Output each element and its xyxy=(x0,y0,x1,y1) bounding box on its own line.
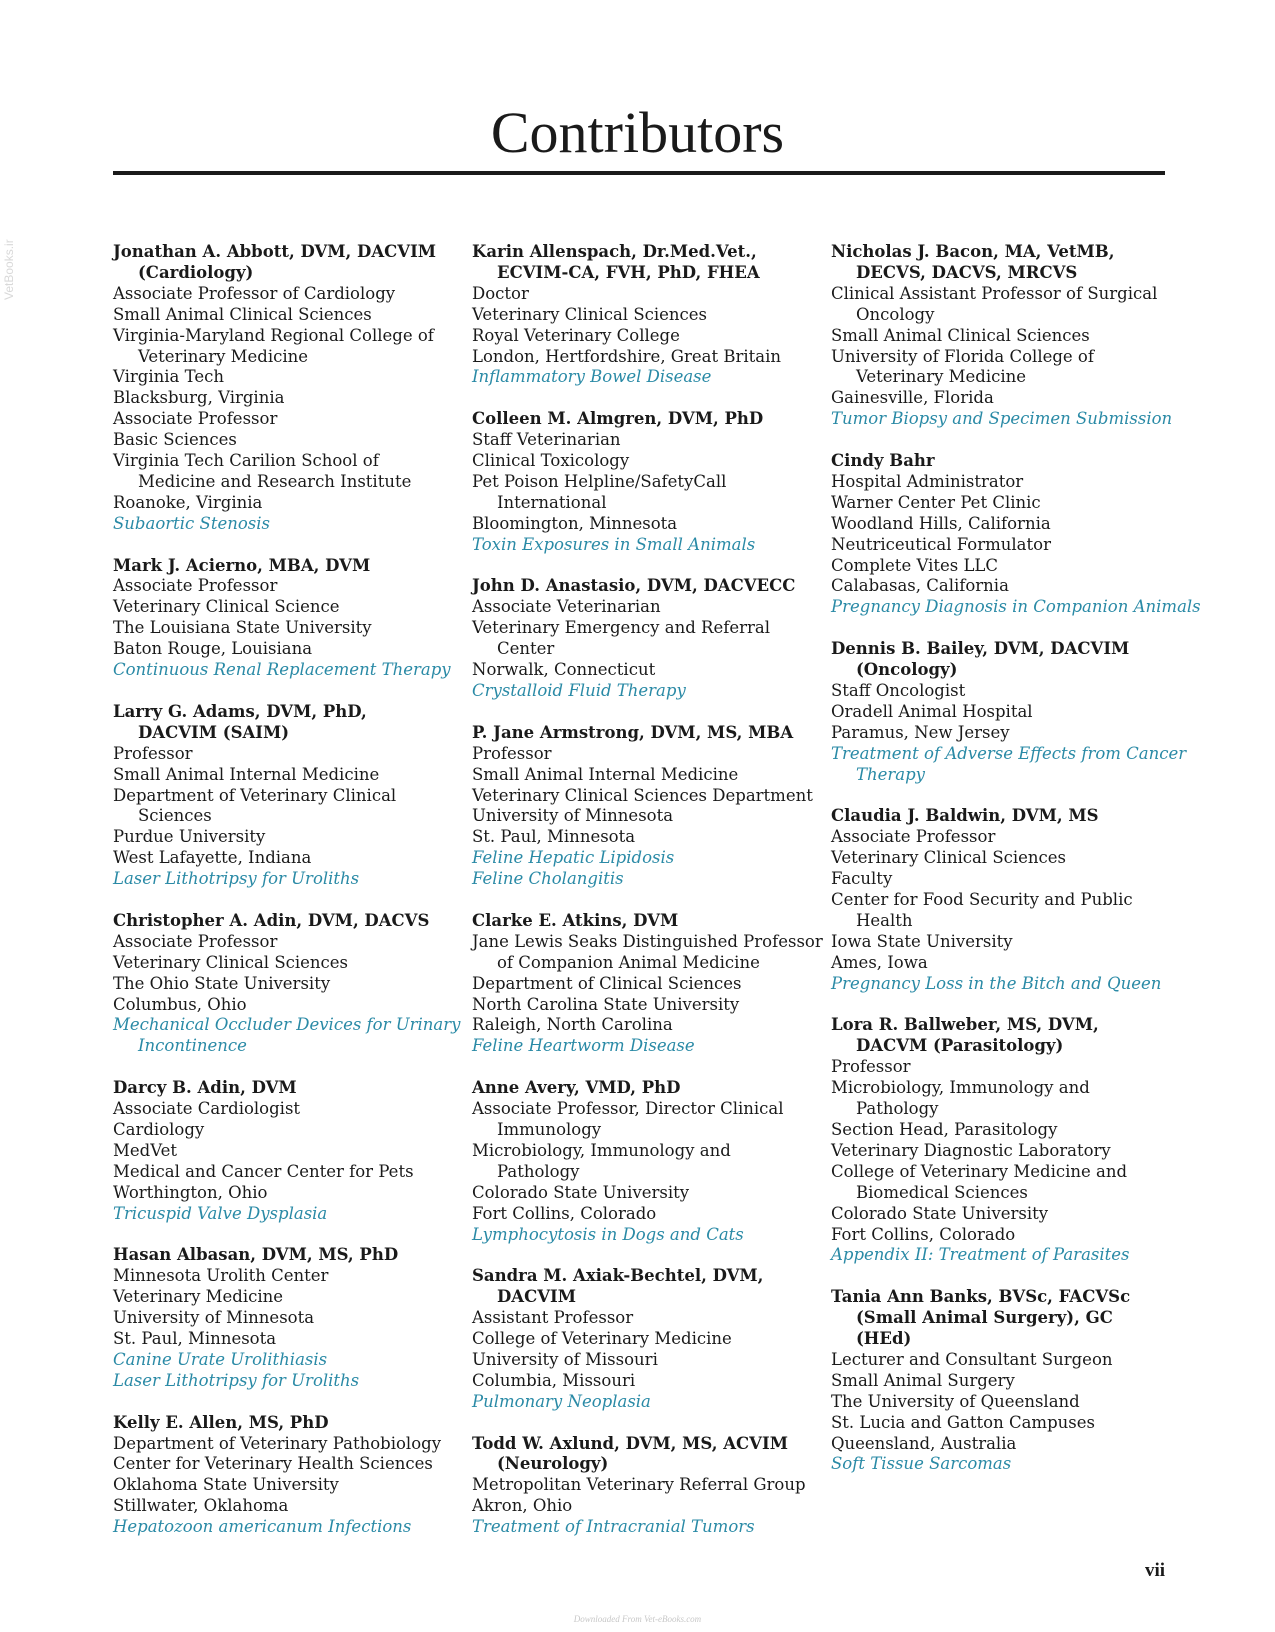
contributor-entry xyxy=(831,451,1201,618)
contributor-name: P. Jane Armstrong, DVM, MS, MBA xyxy=(472,722,794,742)
contributor-entry xyxy=(472,911,822,1057)
contributor-name: DECVS, DACVS, MRCVS xyxy=(856,262,1078,282)
affiliation-line: Professor xyxy=(472,743,552,763)
affiliation-line: Center for Food Security and Public xyxy=(831,890,1133,910)
affiliation-line: St. Paul, Minnesota xyxy=(113,1329,277,1349)
contributor-entry xyxy=(113,911,463,1057)
chapter-topic-link[interactable]: Pulmonary Neoplasia xyxy=(472,1391,651,1411)
affiliation-line: University of Florida College of xyxy=(831,346,1094,366)
contributor-name: Nicholas J. Bacon, MA, VetMB, xyxy=(831,242,1115,261)
contributor-name: DACVM (Parasitology) xyxy=(856,1036,1064,1056)
contributors-column-1 xyxy=(113,242,463,1559)
affiliation-line: Columbia, Missouri xyxy=(472,1370,636,1390)
affiliation-line: Veterinary Clinical Science xyxy=(113,597,340,617)
contributor-name: Claudia J. Baldwin, DVM, MS xyxy=(831,806,1099,826)
affiliation-line: Fort Collins, Colorado xyxy=(831,1224,1016,1244)
contributor-name: DACVIM xyxy=(497,1287,577,1307)
affiliation-line: Center xyxy=(497,639,555,659)
affiliation-line: Calabasas, California xyxy=(831,576,1009,596)
contributor-name: Anne Avery, VMD, PhD xyxy=(472,1078,681,1098)
chapter-topic-link[interactable]: Lymphocytosis in Dogs and Cats xyxy=(472,1224,744,1244)
affiliation-line: Metropolitan Veterinary Referral Group xyxy=(472,1475,806,1495)
affiliation-line: Health xyxy=(856,910,913,930)
affiliation-line: Queensland, Australia xyxy=(831,1433,1017,1453)
affiliation-line: North Carolina State University xyxy=(472,994,740,1014)
affiliation-line: Ames, Iowa xyxy=(831,952,928,972)
contributor-name: Larry G. Adams, DVM, PhD, xyxy=(113,701,367,721)
chapter-topic-link[interactable]: Tricuspid Valve Dysplasia xyxy=(113,1203,328,1223)
affiliation-line: Small Animal Clinical Sciences xyxy=(113,304,372,324)
affiliation-line: Gainesville, Florida xyxy=(831,388,994,408)
affiliation-line: Small Animal Surgery xyxy=(831,1370,1015,1390)
contributor-name: DACVIM (SAIM) xyxy=(138,722,290,742)
page-number: vii xyxy=(1144,1560,1165,1581)
affiliation-line: Professor xyxy=(113,743,193,763)
contributors-column-3 xyxy=(831,242,1201,1496)
affiliation-line: Colorado State University xyxy=(472,1182,690,1202)
affiliation-line: Basic Sciences xyxy=(113,430,237,450)
affiliation-line: Veterinary Emergency and Referral xyxy=(472,618,770,638)
contributor-name: Dennis B. Bailey, DVM, DACVIM xyxy=(831,639,1130,659)
affiliation-line: Center for Veterinary Health Sciences xyxy=(113,1454,433,1474)
affiliation-line: University of Minnesota xyxy=(113,1308,315,1328)
contributor-entry xyxy=(472,723,822,890)
chapter-topic-link[interactable]: Toxin Exposures in Small Animals xyxy=(472,534,756,554)
affiliation-line: College of Veterinary Medicine and xyxy=(831,1161,1128,1181)
chapter-topic-link[interactable]: Soft Tissue Sarcomas xyxy=(831,1454,1012,1474)
affiliation-line: Raleigh, North Carolina xyxy=(472,1015,673,1035)
affiliation-line: Associate Professor of Cardiology xyxy=(113,283,396,303)
contributor-entry xyxy=(831,1287,1181,1475)
affiliation-line: Neutriceutical Formulator xyxy=(831,534,1051,554)
contributor-name: Christopher A. Adin, DVM, DACVS xyxy=(113,910,430,930)
contributor-entry xyxy=(831,1015,1181,1266)
contributor-name: Cindy Bahr xyxy=(831,451,935,471)
affiliation-line: West Lafayette, Indiana xyxy=(113,848,312,868)
contributor-name: Sandra M. Axiak-Bechtel, DVM, xyxy=(472,1266,764,1286)
title-rule xyxy=(113,171,1165,175)
contributor-name: Clarke E. Atkins, DVM xyxy=(472,910,679,930)
affiliation-line: Woodland Hills, California xyxy=(831,513,1051,533)
affiliation-line: Associate Cardiologist xyxy=(113,1099,301,1119)
affiliation-line: of Companion Animal Medicine xyxy=(497,952,760,972)
affiliation-line: Biomedical Sciences xyxy=(856,1182,1028,1202)
contributor-entry xyxy=(831,806,1181,994)
affiliation-line: Medicine and Research Institute xyxy=(138,471,412,491)
affiliation-line: Veterinary Clinical Sciences xyxy=(113,952,349,972)
chapter-topic-link[interactable]: Treatment of Adverse Effects from Cancer xyxy=(831,743,1187,763)
affiliation-line: St. Lucia and Gatton Campuses xyxy=(831,1412,1095,1432)
chapter-topic-link[interactable]: Subaortic Stenosis xyxy=(113,513,271,533)
affiliation-line: Veterinary Clinical Sciences xyxy=(831,848,1067,868)
affiliation-line: Sciences xyxy=(138,806,212,826)
chapter-topic-link[interactable]: Laser Lithotripsy for Uroliths xyxy=(113,869,360,889)
chapter-topic-link[interactable]: Hepatozoon americanum Infections xyxy=(113,1517,412,1537)
chapter-topic-link[interactable]: Feline Cholangitis xyxy=(472,869,624,889)
affiliation-line: Columbus, Ohio xyxy=(113,994,247,1014)
contributor-name: (Oncology) xyxy=(856,660,958,680)
contributor-name: John D. Anastasio, DVM, DACVECC xyxy=(472,576,796,596)
affiliation-line: Oradell Animal Hospital xyxy=(831,701,1033,721)
affiliation-line: Paramus, New Jersey xyxy=(831,722,1010,742)
contributor-entry xyxy=(113,1245,463,1391)
affiliation-line: Staff Oncologist xyxy=(831,681,966,700)
affiliation-line: Section Head, Parasitology xyxy=(831,1120,1058,1139)
affiliation-line: Lecturer and Consultant Surgeon xyxy=(831,1349,1113,1369)
affiliation-line: Bloomington, Minnesota xyxy=(472,513,678,533)
contributor-entry xyxy=(472,409,822,555)
affiliation-line: Staff Veterinarian xyxy=(472,430,621,450)
contributor-name: (Small Animal Surgery), GC xyxy=(856,1308,1113,1328)
contributor-name: Karin Allenspach, Dr.Med.Vet., xyxy=(472,242,757,261)
affiliation-line: Fort Collins, Colorado xyxy=(472,1203,657,1223)
contributor-entry xyxy=(472,576,822,701)
affiliation-line: Purdue University xyxy=(113,827,266,847)
affiliation-line: Jane Lewis Seaks Distinguished Professor xyxy=(472,931,823,951)
chapter-topic-link[interactable]: Pregnancy Diagnosis in Companion Animals xyxy=(831,597,1201,617)
contributor-name: Kelly E. Allen, MS, PhD xyxy=(113,1412,329,1432)
affiliation-line: Faculty xyxy=(831,869,893,889)
affiliation-line: Clinical Assistant Professor of Surgical xyxy=(831,283,1158,303)
affiliation-line: University of Minnesota xyxy=(472,806,674,826)
affiliation-line: Veterinary Diagnostic Laboratory xyxy=(831,1140,1111,1160)
affiliation-line: Associate Professor xyxy=(113,409,278,429)
affiliation-line: Medical and Cancer Center for Pets xyxy=(113,1161,414,1181)
affiliation-line: St. Paul, Minnesota xyxy=(472,827,636,847)
chapter-topic-link[interactable]: Laser Lithotripsy for Uroliths xyxy=(113,1370,360,1390)
chapter-topic-link[interactable]: Mechanical Occluder Devices for Urinary xyxy=(113,1015,461,1035)
affiliation-line: Assistant Professor xyxy=(472,1308,634,1328)
affiliation-line: Veterinary Medicine xyxy=(856,367,1027,387)
affiliation-line: Warner Center Pet Clinic xyxy=(831,492,1041,512)
affiliation-line: Department of Veterinary Clinical xyxy=(113,785,397,805)
affiliation-line: Virginia-Maryland Regional College of xyxy=(113,325,434,345)
affiliation-line: Veterinary Medicine xyxy=(113,1287,284,1307)
contributor-entry xyxy=(472,1434,822,1539)
contributors-column-2 xyxy=(472,242,822,1559)
chapter-topic-link[interactable]: Tumor Biopsy and Specimen Submission xyxy=(831,409,1173,429)
affiliation-line: Stillwater, Oklahoma xyxy=(113,1496,289,1516)
contributor-entry xyxy=(113,242,463,535)
contributor-entry xyxy=(113,702,463,890)
affiliation-line: University of Missouri xyxy=(472,1349,658,1369)
contributor-name: (Cardiology) xyxy=(138,262,254,282)
chapter-topic-link[interactable]: Feline Hepatic Lipidosis xyxy=(472,848,675,868)
affiliation-line: Complete Vites LLC xyxy=(831,555,998,575)
contributor-entry xyxy=(113,1078,463,1224)
chapter-topic-link[interactable]: Therapy xyxy=(856,764,926,784)
affiliation-line: Associate Professor xyxy=(113,931,278,951)
affiliation-line: Oncology xyxy=(856,304,935,324)
chapter-topic-link[interactable]: Canine Urate Urolithiasis xyxy=(113,1349,328,1369)
chapter-topic-link[interactable]: Treatment of Intracranial Tumors xyxy=(472,1517,755,1537)
affiliation-line: Doctor xyxy=(472,283,529,303)
affiliation-line: Roanoke, Virginia xyxy=(113,492,263,512)
affiliation-line: Norwalk, Connecticut xyxy=(472,660,656,680)
affiliation-line: Associate Professor, Director Clinical xyxy=(472,1099,784,1119)
affiliation-line: The Louisiana State University xyxy=(113,618,372,638)
side-watermark: VetBooks.ir xyxy=(2,239,16,300)
contributor-name: Todd W. Axlund, DVM, MS, ACVIM xyxy=(472,1433,788,1453)
chapter-topic-link[interactable]: Continuous Renal Replacement Therapy xyxy=(113,660,451,680)
affiliation-line: Royal Veterinary College xyxy=(472,325,680,345)
chapter-topic-link[interactable]: Incontinence xyxy=(138,1036,247,1056)
affiliation-line: Veterinary Clinical Sciences xyxy=(472,304,708,324)
affiliation-line: Small Animal Clinical Sciences xyxy=(831,325,1090,345)
affiliation-line: London, Hertfordshire, Great Britain xyxy=(472,346,782,366)
chapter-topic-link[interactable]: Inflammatory Bowel Disease xyxy=(472,367,712,387)
affiliation-line: International xyxy=(497,492,607,512)
affiliation-line: The Ohio State University xyxy=(113,973,331,993)
contributor-name: Tania Ann Banks, BVSc, FACVSc xyxy=(831,1287,1131,1307)
chapter-topic-link[interactable]: Feline Heartworm Disease xyxy=(472,1036,695,1056)
affiliation-line: Akron, Ohio xyxy=(472,1496,573,1516)
affiliation-line: Pathology xyxy=(856,1099,939,1119)
affiliation-line: College of Veterinary Medicine xyxy=(472,1329,732,1349)
affiliation-line: Virginia Tech Carilion School of xyxy=(113,451,379,471)
contributor-name: Colleen M. Almgren, DVM, PhD xyxy=(472,409,764,429)
affiliation-line: Baton Rouge, Louisiana xyxy=(113,639,313,659)
affiliation-line: Minnesota Urolith Center xyxy=(113,1266,329,1286)
contributor-name: (Neurology) xyxy=(497,1454,609,1474)
affiliation-line: Pet Poison Helpline/SafetyCall xyxy=(472,471,727,491)
affiliation-line: Iowa State University xyxy=(831,931,1013,951)
contributor-entry xyxy=(831,242,1181,430)
affiliation-line: Cardiology xyxy=(113,1120,205,1139)
affiliation-line: Immunology xyxy=(497,1119,602,1139)
contributor-entry xyxy=(472,1266,822,1412)
affiliation-line: Department of Clinical Sciences xyxy=(472,973,742,993)
affiliation-line: Oklahoma State University xyxy=(113,1475,339,1495)
footer-watermark: Downloaded From Vet-eBooks.com xyxy=(573,1614,702,1624)
affiliation-line: Hospital Administrator xyxy=(831,471,1024,491)
contributor-entry xyxy=(472,1078,822,1245)
affiliation-line: Professor xyxy=(831,1057,911,1077)
affiliation-line: Colorado State University xyxy=(831,1203,1049,1223)
chapter-topic-link[interactable]: Appendix II: Treatment of Parasites xyxy=(831,1245,1130,1265)
contributor-name: Darcy B. Adin, DVM xyxy=(113,1078,297,1098)
affiliation-line: Associate Veterinarian xyxy=(472,597,661,617)
contributor-entry xyxy=(113,556,463,681)
page-title: Contributors xyxy=(490,100,785,165)
contributor-name: ECVIM-CA, FVH, PhD, FHEA xyxy=(497,262,760,282)
affiliation-line: Virginia Tech xyxy=(113,367,224,387)
affiliation-line: Microbiology, Immunology and xyxy=(472,1140,731,1160)
affiliation-line: Microbiology, Immunology and xyxy=(831,1078,1090,1098)
contributor-name: Hasan Albasan, DVM, MS, PhD xyxy=(113,1245,399,1265)
contributor-name: Jonathan A. Abbott, DVM, DACVIM xyxy=(113,242,437,261)
affiliation-line: The University of Queensland xyxy=(831,1391,1080,1411)
contributor-entry xyxy=(472,242,822,388)
affiliation-line: MedVet xyxy=(113,1140,178,1160)
contributor-name: Lora R. Ballweber, MS, DVM, xyxy=(831,1015,1099,1035)
affiliation-line: Blacksburg, Virginia xyxy=(113,388,285,408)
contributor-entry xyxy=(831,639,1187,785)
affiliation-line: Worthington, Ohio xyxy=(113,1182,268,1202)
affiliation-line: Veterinary Medicine xyxy=(138,346,309,366)
affiliation-line: Small Animal Internal Medicine xyxy=(472,764,739,784)
affiliation-line: Veterinary Clinical Sciences Department xyxy=(472,785,813,805)
affiliation-line: Pathology xyxy=(497,1161,580,1181)
chapter-topic-link[interactable]: Pregnancy Loss in the Bitch and Queen xyxy=(831,973,1162,993)
affiliation-line: Associate Professor xyxy=(113,576,278,596)
affiliation-line: Associate Professor xyxy=(831,827,996,847)
contributor-entry xyxy=(113,1413,463,1538)
contributor-name: (HEd) xyxy=(856,1329,912,1349)
chapter-topic-link[interactable]: Crystalloid Fluid Therapy xyxy=(472,681,686,700)
affiliation-line: Small Animal Internal Medicine xyxy=(113,764,380,784)
affiliation-line: Clinical Toxicology xyxy=(472,451,630,471)
contributor-name: Mark J. Acierno, MBA, DVM xyxy=(113,555,371,575)
affiliation-line: Department of Veterinary Pathobiology xyxy=(113,1433,442,1453)
